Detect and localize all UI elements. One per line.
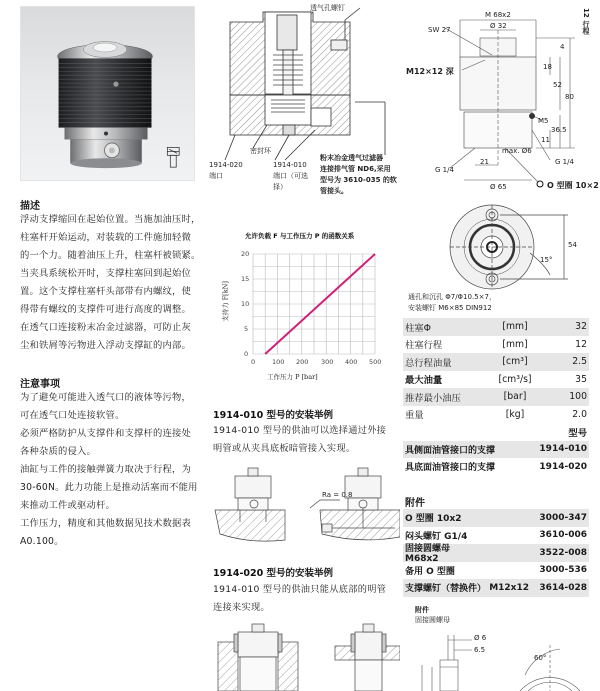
accessories-title: 附件 [405, 498, 425, 509]
spec-table [403, 318, 589, 476]
angle-15-dim: 15° [540, 256, 553, 264]
spec-row-plunger-stroke: 柱塞行程 [mm] 12 [405, 338, 587, 352]
nut-drawing-title: 附件 [415, 606, 429, 614]
angle-60-dim: 60° [534, 654, 547, 662]
model-row-1914-010: 具侧面油管接口的支撑 1914-010 [403, 441, 589, 459]
stroke-dim: 12 行程 [582, 8, 590, 35]
dim-54: 54 [568, 241, 577, 249]
accessory-row-support-screw: 支撑螺钉（替换件） M12x12 3614-028 [403, 579, 589, 597]
m12-dim: M12×12 深 [406, 67, 454, 76]
example-010-drawing [210, 462, 400, 547]
spec-row-weight: 重量 [kg] 2.0 [405, 408, 587, 422]
product-photo [20, 6, 195, 181]
model-header: 型号 [568, 427, 587, 439]
x-tick: 200 [296, 358, 309, 366]
description-text [20, 211, 210, 355]
dim-4: 4 [560, 43, 565, 51]
notes-line: 各种杂质的侵入。 [20, 446, 96, 457]
description-line: 在透气口连接粉末冶金过滤器，可防止灰 [20, 322, 191, 333]
notes-line: 可在透气口处连接软管。 [20, 410, 125, 421]
accessory-row-spare-oring: 备用 O 型圈 3000-536 [405, 565, 587, 577]
dim-80: 80 [565, 93, 574, 101]
d32-dim: Ø 32 [490, 22, 507, 30]
dim-36-5: 36.5 [551, 126, 567, 134]
y-tick: 20 [241, 250, 250, 258]
accessories-table [403, 509, 589, 597]
y-tick: 0 [244, 350, 249, 358]
max-d6-dim: max. Ø6 [502, 147, 532, 155]
x-tick: 500 [369, 358, 382, 366]
description-line: 的一个力。随着油压上升，柱塞杆被锁紧。 [20, 250, 201, 261]
dim-18: 18 [543, 63, 552, 71]
spec-row-plunger-diameter: 柱塞Φ [mm] 32 [403, 318, 589, 336]
port-010-label: 1914-010 端口（可选 择） [273, 161, 308, 191]
description-title: 描述 [20, 201, 40, 212]
example-020-drawing [210, 620, 400, 691]
nut-drawing-subtitle: 固接圆螺母 [415, 616, 450, 624]
notes-line: 油缸与工件的接触弹簧力取决于行程，为 [20, 464, 191, 475]
port-020-label: 1914-020 端口 [209, 161, 243, 180]
description-line: 当夹具系统松开时，支撑柱塞回到起始位 [20, 268, 191, 279]
x-tick: 0 [251, 358, 256, 366]
dim-52: 52 [553, 81, 562, 89]
dim-21: 21 [480, 158, 489, 166]
y-tick: 10 [241, 300, 250, 308]
filter-note: 粉末冶金透气过滤器 连接排气管 ND6,采用 型号为 3610-035 的软 管接头。 [320, 154, 397, 195]
d65-dim: Ø 65 [490, 183, 507, 191]
top-view-drawing [400, 195, 600, 310]
spec-row-min-pressure: 推荐最小油压 [bar] 100 [403, 388, 589, 406]
example-010-text: 1914-010 型号的供油可以选择通过外接 明管或从夹具底板暗管接入实现。 [213, 425, 387, 454]
g14-left-dim: G 1/4 [435, 166, 454, 174]
description-line: 得带有螺纹的支撑件可进行高度的调整。 [20, 304, 191, 315]
spec-row-oil-volume: 总行程油量 [cm³] 2.5 [403, 353, 589, 371]
y-tick: 15 [241, 275, 250, 283]
model-row-1914-020: 具底面油管接口的支撑 1914-020 [405, 461, 587, 474]
x-tick: 300 [321, 358, 334, 366]
dim-6-5: 6.5 [474, 646, 486, 654]
accessory-row-plug-screw: 闷头螺钉 G1/4 3610-006 [405, 530, 587, 542]
d6-dim: Ø 6 [474, 634, 487, 642]
dim-11: 11 [541, 136, 550, 144]
notes-text [20, 389, 210, 551]
notes-line: 来推动工件或驱动杆。 [20, 500, 115, 511]
y-axis-label: 支持力 F[kN] [221, 281, 230, 322]
m5-dim: M5 [538, 117, 549, 125]
oring-dim: O 型圈 10×2 [547, 181, 599, 190]
accessory-row-round-nut: 固接圆螺母 M68x2 3522-008 [405, 544, 587, 565]
thread-dim: M 68x2 [485, 11, 511, 19]
x-tick: 100 [272, 358, 285, 366]
round-nut-drawing [410, 605, 600, 691]
example-020-title: 1914-020 型号的安装举例 [213, 568, 334, 579]
x-axis-label: 工作压力 P [bar] [267, 373, 318, 381]
hole-note: 通孔和沉孔 Φ7/Φ10.5×7， 安装螺钉 M6×85 DIN912 [408, 293, 496, 312]
notes-line: 30-60N。此力功能上是推动活塞而不能用 [20, 482, 198, 493]
load-pressure-chart [205, 215, 400, 395]
description-line: 浮动支撑缩回在起始位置。当施加油压时， [20, 214, 201, 225]
floating-support-cylinder-image [21, 7, 194, 180]
notes-line: 必须严格防护从支撑件和支撑杆的连接处 [20, 428, 191, 439]
roughness-label: Ra = 0.8 [322, 491, 353, 499]
notes-line: A0.100。 [20, 536, 64, 547]
notes-line: 工作压力，精度和其他数据见技术数据表 [20, 518, 191, 529]
example-020-text: 1914-010 型号的供油只能从底部的明管 连接来实现。 [213, 584, 387, 613]
chart-title: 允许负载 F 与工作压力 P 的函数关系 [245, 232, 355, 240]
g14-right-dim: G 1/4 [555, 158, 574, 166]
section-drawing [205, 0, 400, 200]
spec-row-max-flow: 最大油量 [cm³/s] 35 [405, 373, 587, 387]
description-line: 柱塞杆开始运动，对装载的工件施加轻微 [20, 232, 191, 243]
notes-line: 为了避免可能进入透气口的液体等污物， [20, 392, 191, 403]
sw-dim: SW 27 [428, 26, 451, 34]
model-header-row [403, 423, 589, 441]
description-line: 尘和铁屑等污物进入浮动支撑缸的内部。 [20, 340, 191, 351]
description-line: 置。这个支撑柱塞杆头部带有内螺纹，使 [20, 286, 191, 297]
notes-title: 注意事项 [20, 379, 60, 390]
x-tick: 400 [345, 358, 358, 366]
dimension-drawing [400, 0, 600, 195]
y-tick: 5 [244, 325, 249, 333]
vent-screw-label: 透气孔螺钉 [310, 4, 345, 12]
example-010-title: 1914-010 型号的安装举例 [213, 410, 334, 421]
accessory-row-oring: O 型圈 10x2 3000-347 [403, 509, 589, 527]
seal-ring-label: 密封环 [250, 147, 271, 155]
